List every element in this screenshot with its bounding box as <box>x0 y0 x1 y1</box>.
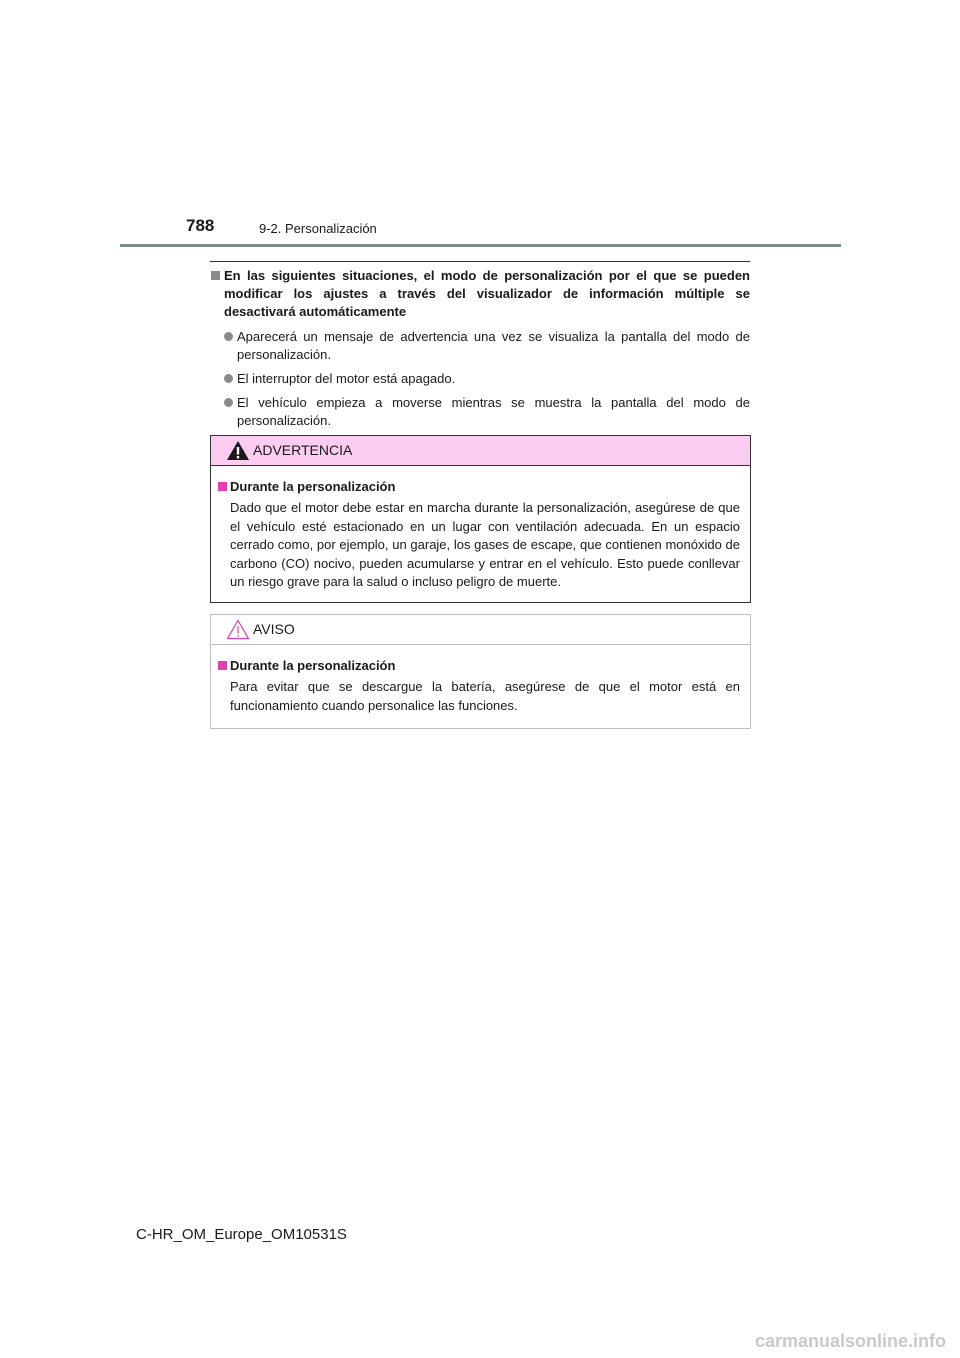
watermark: carmanualsonline.info <box>754 1331 946 1351</box>
square-bullet-icon <box>211 271 220 280</box>
list-item-text: Aparecerá un mensaje de advertencia una vez se visualiza la pantalla del modo de personalización. <box>237 329 750 362</box>
section-heading <box>210 267 750 321</box>
square-bullet-icon <box>218 482 227 491</box>
header-rule <box>120 244 841 247</box>
caution-triangle-icon <box>226 619 250 640</box>
round-bullet-icon <box>224 374 233 383</box>
square-bullet-icon <box>218 661 227 670</box>
main-content <box>210 267 750 436</box>
warning-box-text: Dado que el motor debe estar en marcha durante la personalización, asegúrese de que el vehículo esté estacionado en un lugar con ventilación adecuada. En un espacio cerrado como, por ejemplo, un garaje, los gases de escape, que contienen monóxido de carbono (CO) nocivo, pueden acumularse y entrar en el vehículo. Esto puede conllevar un riesgo grave para la salud o incluso peligro de muerte. <box>230 500 740 589</box>
notice-box-heading-text: Durante la personalización <box>230 658 396 673</box>
warning-box <box>210 435 751 603</box>
content-rule <box>210 261 750 262</box>
notice-box-heading <box>218 657 740 675</box>
warning-box-body <box>211 466 750 592</box>
warning-box-header <box>211 436 750 466</box>
notice-box-body <box>211 645 750 715</box>
round-bullet-icon <box>224 332 233 341</box>
list-item <box>210 328 750 364</box>
section-title: 9-2. Personalización <box>259 221 377 236</box>
warning-triangle-icon <box>226 440 250 461</box>
notice-box-header <box>211 615 750 645</box>
warning-box-title: ADVERTENCIA <box>253 442 353 458</box>
notice-box-text: Para evitar que se descargue la batería, asegúrese de que el motor está en funcionamiento cuando personalice las funciones. <box>230 679 740 713</box>
notice-box <box>210 614 751 729</box>
list-item <box>210 370 750 388</box>
list-item-text: El vehículo empieza a moverse mientras se muestra la pantalla del modo de personalización. <box>237 395 750 428</box>
warning-box-heading <box>218 478 740 496</box>
list-item-text: El interruptor del motor está apagado. <box>237 371 456 386</box>
footer-doc-id: C-HR_OM_Europe_OM10531S <box>136 1226 347 1243</box>
warning-box-heading-text: Durante la personalización <box>230 479 396 494</box>
notice-box-title: AVISO <box>253 621 295 637</box>
bullet-list <box>210 328 750 430</box>
page-number: 788 <box>186 216 215 235</box>
round-bullet-icon <box>224 398 233 407</box>
list-item <box>210 394 750 430</box>
section-heading-text: En las siguientes situaciones, el modo de personalización por el que se pueden modificar los ajustes a través del visualizador de información múltiple se desactivará automáticamente <box>224 268 750 319</box>
